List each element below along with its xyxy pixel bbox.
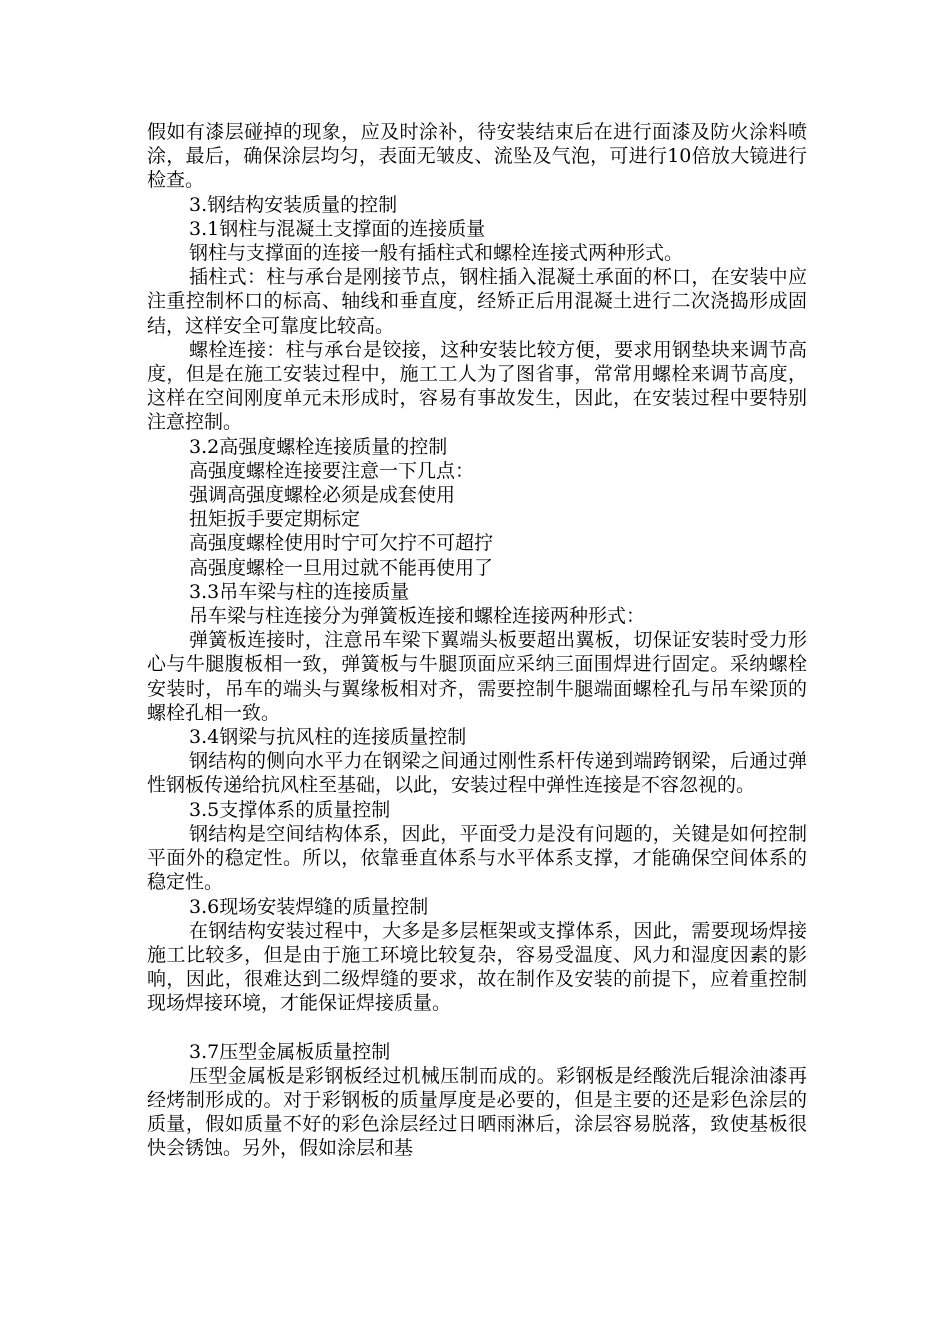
document-body	[147, 120, 807, 1161]
paragraph-connection-types: 钢柱与支撑面的连接一般有插柱式和螺栓连接式两种形式。	[189, 242, 684, 265]
heading-section-3-6: 3.6现场安装焊缝的质量控制	[189, 895, 429, 918]
paragraph-coating-check: 假如有漆层碰掉的现象，应及时涂补，待安装结束后在进行面漆及防火涂料喷涂，最后，确保涂层均匀，表面无皱皮、流坠及气泡，可进行10倍放大镜进行检查。	[147, 121, 807, 192]
paragraph-socket-column: 插柱式：柱与承台是刚接节点，钢柱插入混凝土承面的杯口，在安装中应注重控制杯口的标高、轴线和垂直度，经矫正后用混凝土进行二次浇捣形成固结，这样安全可靠度比较高。	[147, 266, 807, 337]
list-item-bolt-set: 强调高强度螺栓必须是成套使用	[189, 484, 456, 507]
heading-section-3-3: 3.3吊车梁与柱的连接质量	[189, 580, 410, 603]
list-item-torque-wrench: 扭矩扳手要定期标定	[189, 508, 361, 531]
heading-section-3-5: 3.5支撑体系的质量控制	[189, 798, 391, 821]
heading-section-3-7: 3.7压型金属板质量控制	[189, 1040, 391, 1063]
list-item-no-reuse: 高强度螺栓一旦用过就不能再使用了	[189, 556, 494, 579]
heading-section-3: 3.钢结构安装质量的控制	[189, 193, 398, 216]
paragraph-metal-panel: 压型金属板是彩钢板经过机械压制而成的。彩钢板是经酸洗后辊涂油漆再经烤制形成的。对于彩钢板的质量厚度是必要的，但是主要的还是彩色涂层的质量，假如质量不好的彩色涂层经过日晒雨淋后，涂层容易脱落，致使基板很快会锈蚀。另外，假如涂层和基	[147, 1064, 807, 1160]
list-item-no-overtighten: 高强度螺栓使用时宁可欠拧不可超拧	[189, 532, 494, 555]
paragraph-crane-beam-types: 吊车梁与柱连接分为弹簧板连接和螺栓连接两种形式：	[189, 605, 646, 628]
heading-section-3-2: 3.2高强度螺栓连接质量的控制	[189, 435, 448, 458]
heading-section-3-4: 3.4钢梁与抗风柱的连接质量控制	[189, 726, 467, 749]
paragraph-bracing-system: 钢结构是空间结构体系，因此，平面受力是没有问题的，关键是如何控制平面外的稳定性。所以，依靠垂直体系与水平体系支撑，才能确保空间体系的稳定性。	[147, 822, 807, 894]
paragraph-wind-column: 钢结构的侧向水平力在钢梁之间通过刚性系杆传递到端跨钢梁，后通过弹性钢板传递给抗风柱至基础，以此，安装过程中弹性连接是不容忽视的。	[147, 750, 807, 797]
paragraph-spring-plate: 弹簧板连接时，注意吊车梁下翼端头板要超出翼板，切保证安装时受力形心与牛腿腹板相一致，弹簧板与牛腿顶面应采纳三面围焊进行固定。采纳螺栓安装时，吊车的端头与翼缘板相对齐，需要控制牛腿端面螺栓孔与吊车梁顶的螺栓孔相一致。	[147, 629, 807, 724]
paragraph-bolt-points: 高强度螺栓连接要注意一下几点：	[189, 459, 475, 482]
paragraph-site-welding: 在钢结构安装过程中，大多是多层框架或支撑体系，因此，需要现场焊接施工比较多，但是由于施工环境比较复杂，容易受温度、风力和湿度因素的影响，因此，很难达到二级焊缝的要求，故在制作及安装的前提下，应着重控制现场焊接环境，才能保证焊接质量。	[147, 919, 807, 1015]
paragraph-bolt-connection: 螺栓连接：柱与承台是铰接，这种安装比较方便，要求用钢垫块来调节高度，但是在施工安装过程中，施工工人为了图省事，常常用螺栓来调节高度，这样在空间刚度单元未形成时，容易有事故发生，因此，在安装过程中要特别注意控制。	[147, 338, 807, 434]
heading-section-3-1: 3.1钢柱与混凝土支撑面的连接质量	[189, 217, 486, 240]
